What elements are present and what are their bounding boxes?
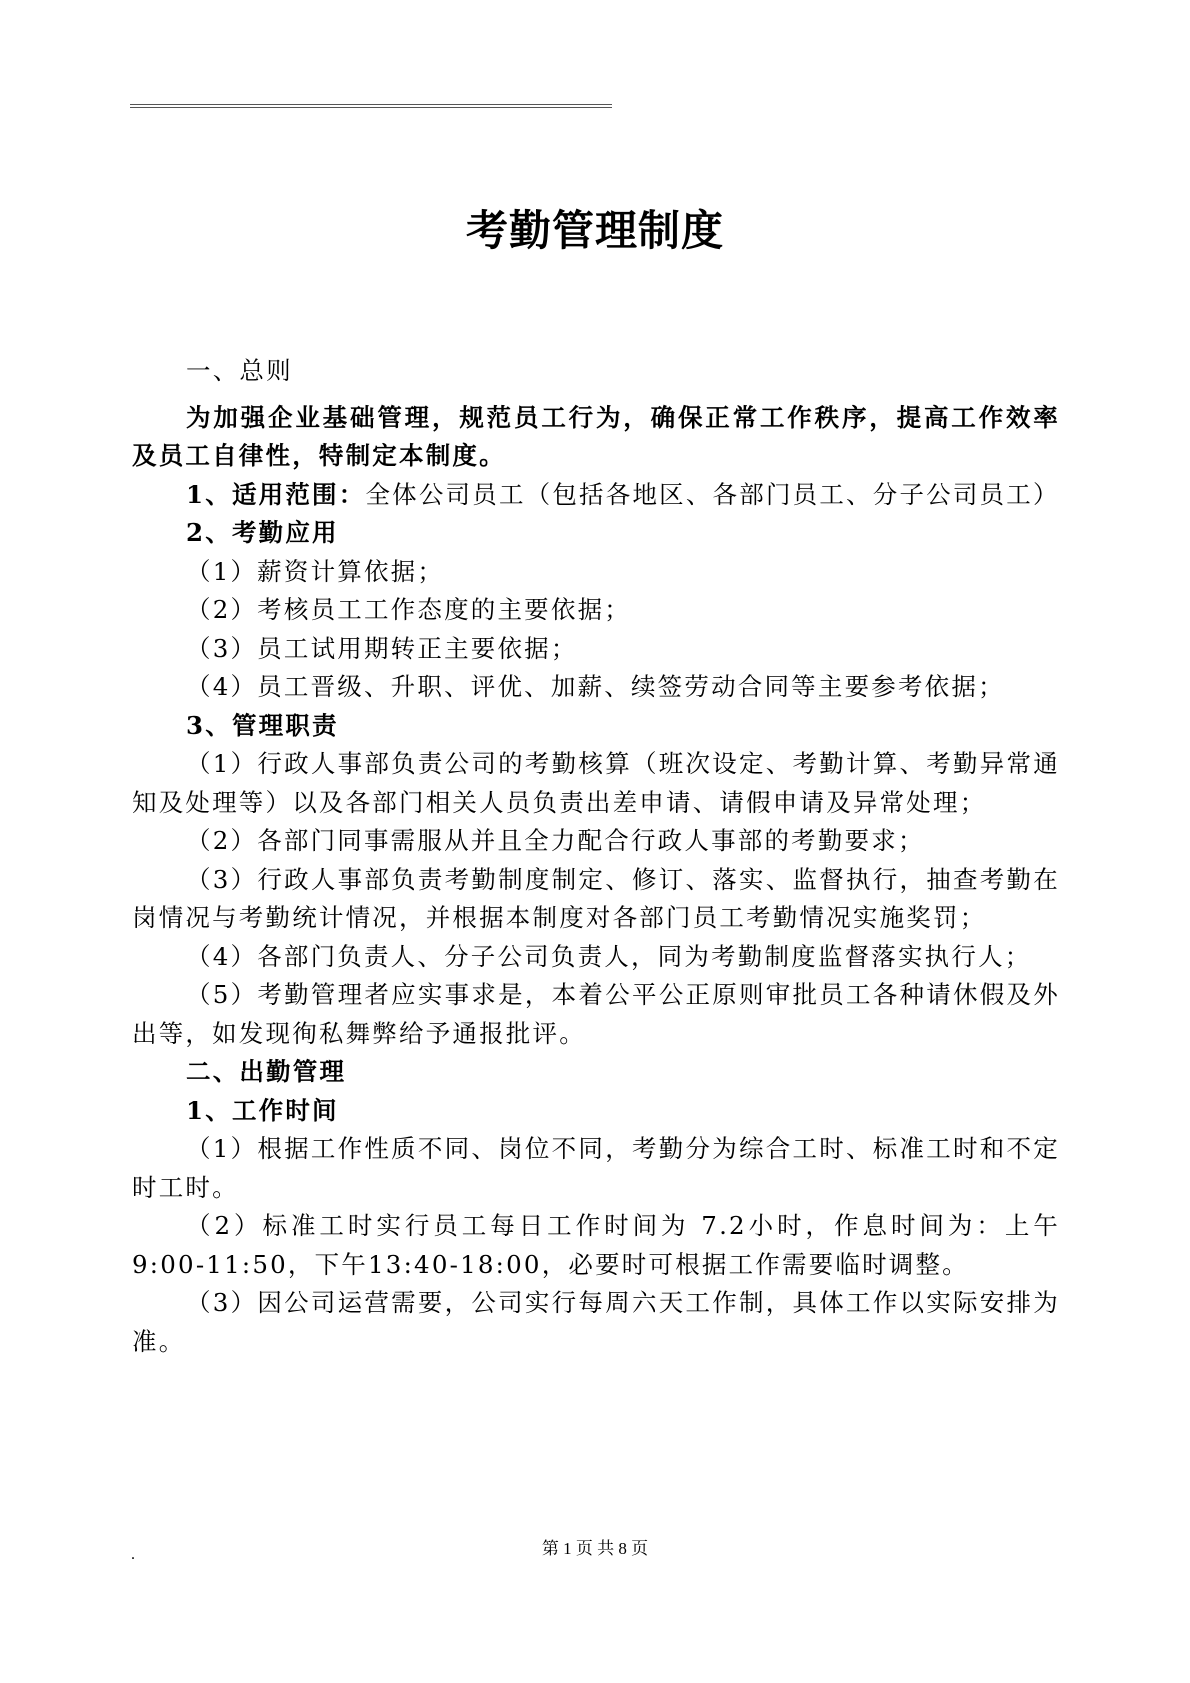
duty-item: （5）考勤管理者应实事求是，本着公平公正原则审批员工各种请休假及外出等，如发现徇私舞弊给予通报批评。 xyxy=(132,980,1060,1048)
document-title: 考勤管理制度 xyxy=(465,206,724,255)
application-item: （4）员工晋级、升职、评优、加薪、续签劳动合同等主要参考依据； xyxy=(186,672,1005,701)
header-rule xyxy=(130,104,612,108)
duty-item: （4）各部门负责人、分子公司负责人，同为考勤制度监督落实执行人； xyxy=(186,941,1032,971)
work-time-item: （1）根据工作性质不同、岗位不同，考勤分为综合工时、标准工时和不定时工时。 xyxy=(132,1134,1060,1202)
duty-item: （3）行政人事部负责考勤制度制定、修订、落实、监督执行，抽查考勤在岗情况与考勤统计情况，并根据本制度对各部门员工考勤情况实施奖罚； xyxy=(132,864,1060,932)
application-item: （2）考核员工工作态度的主要依据； xyxy=(186,595,631,624)
duty-item: （2）各部门同事需服从并且全力配合行政人事部的考勤要求； xyxy=(186,826,925,855)
corner-mark: . xyxy=(131,1546,135,1563)
general-intro-paragraph: 为加强企业基础管理，规范员工行为，确保正常工作秩序，提高工作效率及员工自律性，特制定本制度。 xyxy=(132,402,1060,470)
scope-paragraph xyxy=(132,476,1060,515)
page-footer: 第 1 页 共 8 页 xyxy=(541,1539,649,1558)
document-body xyxy=(132,352,1060,1361)
attendance-application-heading: 2、考勤应用 xyxy=(186,518,339,547)
work-time-item: （3）因公司运营需要，公司实行每周六天工作制，具体工作以实际安排为准。 xyxy=(132,1288,1060,1356)
work-time-item: （2）标准工时实行员工每日工作时间为 7.2小时，作息时间为：上午9:00-11:50，下午13:40-18:00，必要时可根据工作需要临时调整。 xyxy=(132,1211,1060,1279)
management-duty-heading: 3、管理职责 xyxy=(186,710,339,740)
application-item: （1）薪资计算依据； xyxy=(186,556,445,586)
scope-label: 1、适用范围： xyxy=(186,479,366,509)
section-heading-general: 一、总则 xyxy=(186,356,293,385)
work-time-heading: 1、工作时间 xyxy=(186,1095,339,1125)
duty-item: （1）行政人事部负责公司的考勤核算（班次设定、考勤计算、考勤异常通知及处理等）以及各部门相关人员负责出差申请、请假申请及异常处理； xyxy=(132,749,1060,817)
application-item: （3）员工试用期转正主要依据； xyxy=(186,633,578,663)
scope-text: 全体公司员工（包括各地区、各部门员工、分子公司员工） xyxy=(365,479,1060,509)
section-heading-attendance: 二、出勤管理 xyxy=(186,1057,347,1086)
